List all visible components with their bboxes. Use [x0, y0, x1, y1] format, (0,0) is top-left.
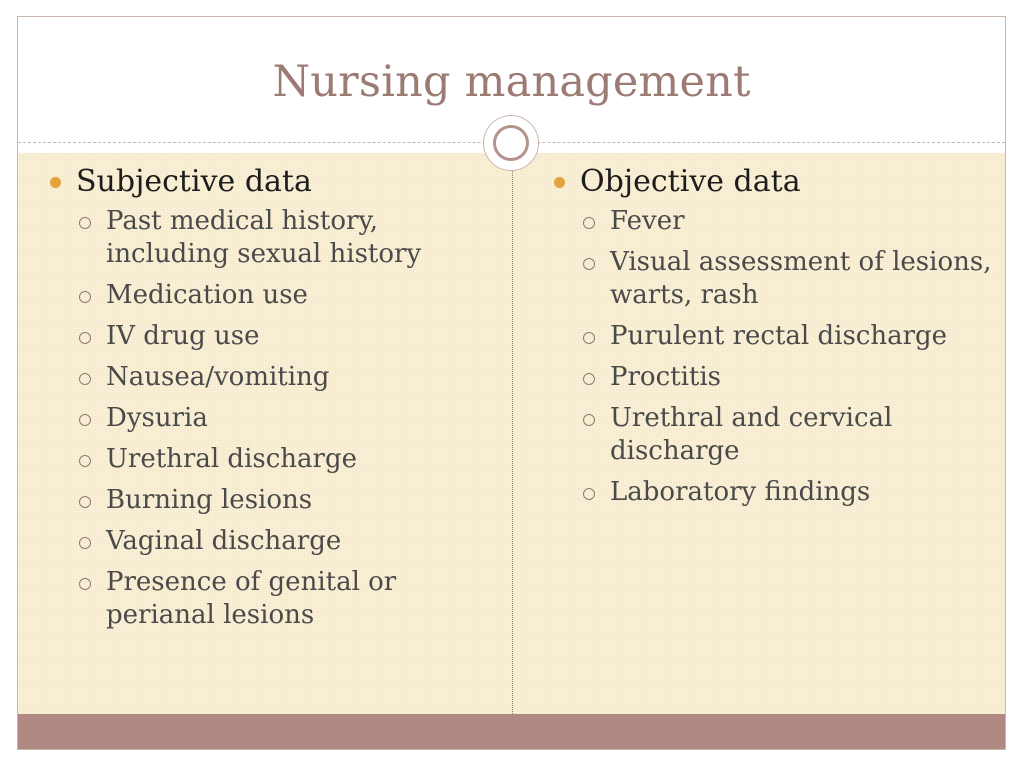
slide [17, 16, 1006, 750]
heading-label: Subjective data [76, 164, 312, 199]
list-item-text: Dysuria [106, 403, 208, 433]
inner-ring [493, 125, 529, 161]
sub-bullet-icon [583, 373, 595, 385]
content-area [18, 153, 1005, 716]
list-item-text: Purulent rectal discharge [610, 321, 948, 351]
subjective-data-list [48, 205, 493, 632]
objective-data-heading [552, 165, 992, 199]
list-item-text: Laboratory findings [610, 477, 871, 507]
sub-bullet-icon [583, 414, 595, 426]
list-item [48, 525, 493, 558]
list-item [552, 246, 992, 312]
list-item [48, 566, 493, 632]
subjective-data-heading [48, 165, 493, 199]
list-item [48, 402, 493, 435]
list-item [552, 320, 992, 353]
sub-bullet-icon [79, 578, 91, 590]
list-item-text: Visual assessment of lesions, warts, rash [610, 247, 992, 310]
sub-bullet-icon [583, 258, 595, 270]
list-item-text: Nausea/vomiting [106, 362, 330, 392]
list-item-text: Proctitis [610, 362, 722, 392]
list-item [552, 476, 992, 509]
heading-bullet-icon [554, 177, 565, 188]
list-item [48, 361, 493, 394]
sub-bullet-icon [583, 488, 595, 500]
list-item-text: Burning lesions [106, 485, 313, 515]
sub-bullet-icon [583, 332, 595, 344]
subjective-data-column [48, 165, 493, 640]
list-item-text: Past medical history, including sexual history [106, 206, 422, 269]
sub-bullet-icon [79, 537, 91, 549]
objective-data-column [552, 165, 992, 517]
list-item [48, 205, 493, 271]
double-ring-ornament-icon [483, 115, 539, 171]
sub-bullet-icon [79, 455, 91, 467]
sub-bullet-icon [79, 414, 91, 426]
footer-band [18, 714, 1005, 749]
list-item-text: Presence of genital or perianal lesions [106, 567, 397, 630]
list-item [48, 320, 493, 353]
list-item-text: IV drug use [106, 321, 260, 351]
sub-bullet-icon [79, 332, 91, 344]
list-item [48, 443, 493, 476]
heading-label: Objective data [580, 164, 801, 199]
list-item [552, 361, 992, 394]
list-item [48, 279, 493, 312]
list-item-text: Fever [610, 206, 685, 236]
list-item [48, 484, 493, 517]
sub-bullet-icon [583, 217, 595, 229]
heading-bullet-icon [50, 177, 61, 188]
list-item [552, 205, 992, 238]
sub-bullet-icon [79, 217, 91, 229]
sub-bullet-icon [79, 496, 91, 508]
sub-bullet-icon [79, 373, 91, 385]
list-item-text: Vaginal discharge [106, 526, 342, 556]
slide-title: Nursing management [272, 57, 751, 107]
sub-bullet-icon [79, 291, 91, 303]
list-item-text: Medication use [106, 280, 308, 310]
list-item [552, 402, 992, 468]
column-divider [512, 153, 513, 716]
list-item-text: Urethral discharge [106, 444, 357, 474]
list-item-text: Urethral and cervical discharge [610, 403, 893, 466]
objective-data-list [552, 205, 992, 509]
